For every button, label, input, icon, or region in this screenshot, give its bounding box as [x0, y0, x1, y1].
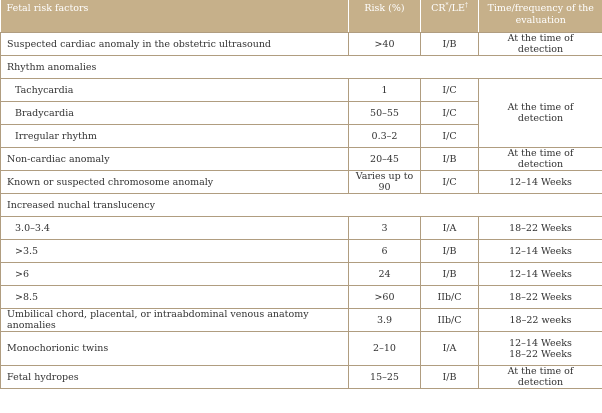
factor-cell: Bradycardia — [1, 102, 349, 125]
risk-cell: Varies up to 90 — [349, 171, 421, 194]
factor-cell: Tachycardia — [1, 79, 349, 102]
risk-cell: 24 — [349, 263, 421, 286]
time-line-2: 18–22 Weeks — [509, 348, 572, 360]
table-header-row — [1, 0, 602, 33]
cr-le-cell: I/C — [421, 171, 479, 194]
factor-cell: Irregular rhythm — [1, 125, 349, 148]
risk-cell: 15–25 — [349, 366, 421, 389]
header-cr: CR — [431, 3, 446, 14]
table-row — [1, 194, 602, 217]
factor-cell: Monochorionic twins — [1, 332, 349, 366]
section-heading-cell: Increased nuchal translucency — [1, 194, 602, 217]
risk-cell: 2–10 — [349, 332, 421, 366]
time-cell — [479, 332, 602, 366]
factor-cell: Fetal hydropes — [1, 366, 349, 389]
factor-cell: >8.5 — [1, 286, 349, 309]
table-row — [1, 240, 602, 263]
cr-le-cell: I/C — [421, 125, 479, 148]
time-cell: 18–22 weeks — [479, 309, 602, 332]
risk-cell: >60 — [349, 286, 421, 309]
table-row — [1, 309, 602, 332]
section-heading-cell: Rhythm anomalies — [1, 56, 602, 79]
factor-cell: >3.5 — [1, 240, 349, 263]
time-cell: At the time of detection — [479, 366, 602, 389]
risk-cell: 6 — [349, 240, 421, 263]
factor-cell: Suspected cardiac anomaly in the obstetric ultrasound — [1, 33, 349, 56]
cr-le-cell: I/B — [421, 366, 479, 389]
cr-le-cell: I/A — [421, 217, 479, 240]
factor-cell: Umbilical chord, placental, or intraabdominal venous anatomy anomalies — [1, 309, 349, 332]
cr-le-cell: IIb/C — [421, 309, 479, 332]
cr-le-cell: IIb/C — [421, 286, 479, 309]
factor-cell: Non-cardiac anomaly — [1, 148, 349, 171]
cr-le-cell: I/B — [421, 240, 479, 263]
time-cell: At the time of detection — [479, 33, 602, 56]
cr-le-cell: I/C — [421, 102, 479, 125]
risk-cell: 50–55 — [349, 102, 421, 125]
risk-cell: 3 — [349, 217, 421, 240]
header-cr-le — [421, 0, 479, 33]
risk-cell: 3.9 — [349, 309, 421, 332]
time-cell: 18–22 Weeks — [479, 217, 602, 240]
cr-le-cell: I/C — [421, 79, 479, 102]
header-risk: Risk (%) — [349, 0, 421, 33]
table-row — [1, 56, 602, 79]
cr-le-cell: I/B — [421, 148, 479, 171]
factor-cell: 3.0–3.4 — [1, 217, 349, 240]
risk-cell: 20–45 — [349, 148, 421, 171]
table-row — [1, 332, 602, 366]
time-cell: 18–22 Weeks — [479, 286, 602, 309]
time-cell: 12–14 Weeks — [479, 171, 602, 194]
factor-cell: >6 — [1, 263, 349, 286]
table-row — [1, 79, 602, 102]
header-le: /LE — [448, 3, 465, 14]
table-row — [1, 366, 602, 389]
time-cell: At the time of detection — [479, 148, 602, 171]
table-row — [1, 263, 602, 286]
risk-cell: 1 — [349, 79, 421, 102]
table-row — [1, 148, 602, 171]
time-cell: 12–14 Weeks — [479, 263, 602, 286]
risk-cell: >40 — [349, 33, 421, 56]
cr-le-cell: I/A — [421, 332, 479, 366]
header-cr-footnote: * — [445, 1, 449, 9]
factor-cell: Known or suspected chromosome anomaly — [1, 171, 349, 194]
table-row — [1, 171, 602, 194]
table-row — [1, 286, 602, 309]
header-fetal-risk-factors: Fetal risk factors — [1, 0, 349, 33]
cr-le-cell: I/B — [421, 263, 479, 286]
risk-cell: 0.3–2 — [349, 125, 421, 148]
time-line-1: 12–14 Weeks — [509, 337, 572, 349]
table-row — [1, 217, 602, 240]
cr-le-cell: I/B — [421, 33, 479, 56]
header-time-frequency: Time/frequency of the evaluation — [479, 0, 602, 33]
header-le-footnote: † — [464, 1, 468, 9]
time-cell: 12–14 Weeks — [479, 240, 602, 263]
table-row — [1, 33, 602, 56]
time-cell: At the time of detection — [479, 79, 602, 148]
